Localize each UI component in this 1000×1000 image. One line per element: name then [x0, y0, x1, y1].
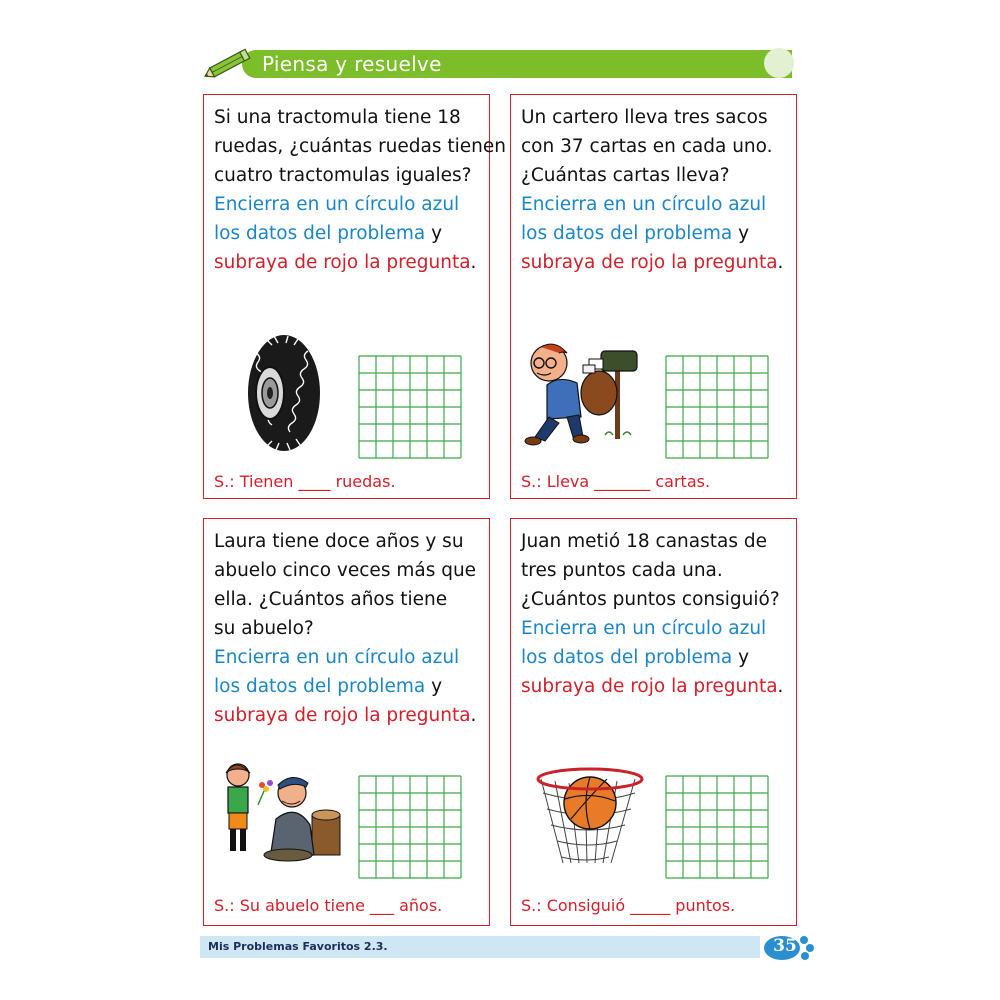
- instruction-red: subraya de rojo la pregunta: [521, 252, 778, 273]
- problem-text: [214, 527, 486, 730]
- instruction-period: .: [470, 705, 477, 726]
- question-line: abuelo cinco veces más que: [214, 560, 477, 581]
- instruction-y: y: [425, 676, 443, 697]
- question-line: Un cartero lleva tres sacos: [521, 107, 768, 128]
- instruction-y: y: [425, 223, 443, 244]
- instruction-blue: los datos del problema: [214, 223, 426, 244]
- instruction-red: subraya de rojo la pregunta: [214, 705, 471, 726]
- instruction-blue: Encierra en un círculo azul: [521, 618, 767, 639]
- answer-grid[interactable]: [358, 355, 462, 459]
- banner-end-circle: [764, 48, 794, 78]
- question-line: cuatro tractomulas iguales?: [214, 165, 472, 186]
- question-line: tres puntos cada una.: [521, 560, 723, 581]
- answer-line[interactable]: S.: Lleva _______ cartas.: [521, 472, 711, 491]
- instruction-red: subraya de rojo la pregunta: [521, 676, 778, 697]
- mailman-icon: [519, 337, 659, 449]
- problem-text: [521, 103, 793, 277]
- instruction-blue: Encierra en un círculo azul: [521, 194, 767, 215]
- problem-card-3: [203, 518, 490, 926]
- page-number: 35: [773, 936, 797, 956]
- instruction-y: y: [732, 647, 750, 668]
- question-line: con 37 cartas en cada uno.: [521, 136, 773, 157]
- answer-grid[interactable]: [665, 775, 769, 879]
- instruction-period: .: [470, 252, 477, 273]
- instruction-period: .: [777, 676, 784, 697]
- girl-and-grandfather-icon: [218, 759, 348, 863]
- instruction-blue: Encierra en un círculo azul: [214, 194, 460, 215]
- question-line: ruedas, ¿cuántas ruedas tienen: [214, 136, 506, 157]
- instruction-blue: los datos del problema: [521, 223, 733, 244]
- instruction-blue: los datos del problema: [521, 647, 733, 668]
- question-line: ella. ¿Cuántos años tiene: [214, 589, 448, 610]
- basketball-hoop-icon: [535, 763, 645, 873]
- pencil-icon: [200, 48, 256, 80]
- problem-text: [214, 103, 506, 277]
- instruction-blue: Encierra en un círculo azul: [214, 647, 460, 668]
- answer-line[interactable]: S.: Tienen ____ ruedas.: [214, 472, 396, 491]
- question-line: Si una tractomula tiene 18: [214, 107, 461, 128]
- instruction-red: subraya de rojo la pregunta: [214, 252, 471, 273]
- answer-grid[interactable]: [665, 355, 769, 459]
- answer-line[interactable]: S.: Su abuelo tiene ___ años.: [214, 896, 443, 915]
- answer-line[interactable]: S.: Consiguió _____ puntos.: [521, 896, 736, 915]
- problem-card-4: [510, 518, 797, 926]
- tire-icon: [244, 333, 322, 453]
- section-title: Piensa y resuelve: [262, 52, 442, 76]
- book-title: Mis Problemas Favoritos 2.3.: [208, 940, 388, 953]
- question-line: Laura tiene doce años y su: [214, 531, 464, 552]
- problem-text: [521, 527, 793, 701]
- question-line: Juan metió 18 canastas de: [521, 531, 767, 552]
- problem-card-2: [510, 94, 797, 499]
- question-line: su abuelo?: [214, 618, 314, 639]
- answer-grid[interactable]: [358, 775, 462, 879]
- section-banner: [200, 48, 798, 80]
- question-line: ¿Cuántos puntos consiguió?: [521, 589, 780, 610]
- instruction-blue: los datos del problema: [214, 676, 426, 697]
- problem-card-1: [203, 94, 506, 499]
- question-line: ¿Cuántas cartas lleva?: [521, 165, 730, 186]
- instruction-period: .: [777, 252, 784, 273]
- instruction-y: y: [732, 223, 750, 244]
